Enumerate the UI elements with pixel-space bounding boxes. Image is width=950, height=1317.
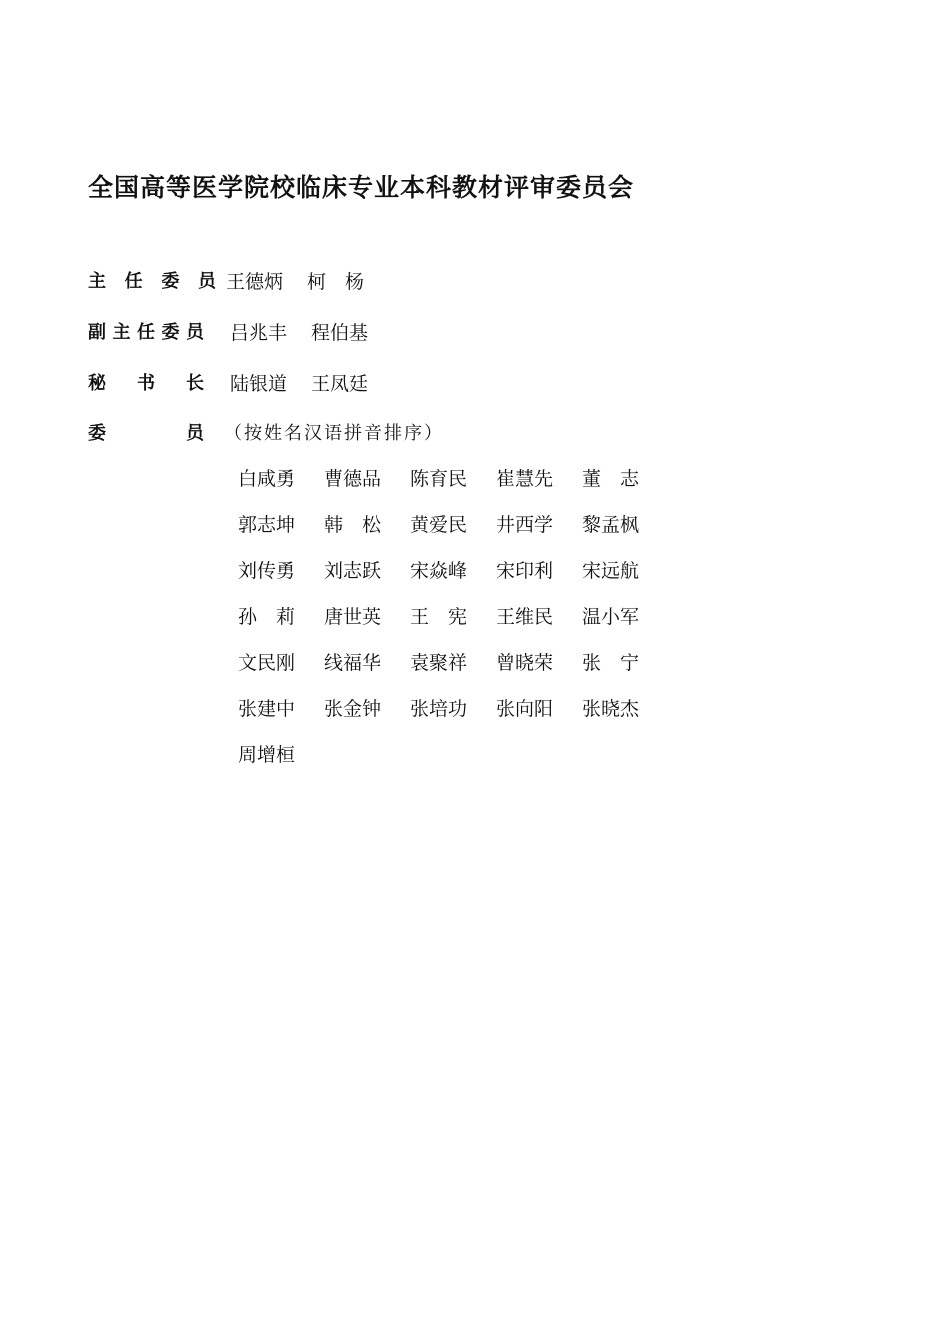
member-name: 周增桓 (238, 744, 296, 766)
member-name: 线福华 (324, 652, 382, 674)
member-name: 董 志 (582, 468, 640, 490)
member-name: 张金钟 (324, 698, 382, 720)
member-name: 韩 松 (324, 514, 382, 536)
member-name: 张向阳 (496, 698, 554, 720)
role-names-secretary-general (230, 369, 392, 396)
role-row-members (88, 418, 444, 446)
member-name: 陈育民 (410, 468, 468, 490)
member-name: 宋印利 (496, 560, 554, 582)
role-label-chair: 主 任 委 员 (88, 271, 216, 292)
person-name: 吕兆丰 (230, 321, 288, 344)
role-label-members: 委 员 (88, 423, 204, 444)
member-name: 袁聚祥 (410, 652, 468, 674)
person-name: 陆银道 (230, 372, 288, 395)
member-name: 井西学 (496, 514, 554, 536)
role-label-secretary-general: 秘 书 长 (88, 373, 204, 394)
member-name: 崔慧先 (496, 468, 554, 490)
member-name: 张晓杰 (582, 698, 640, 720)
member-name: 刘志跃 (324, 560, 382, 582)
member-name: 唐世英 (324, 606, 382, 628)
member-name: 王 宪 (410, 606, 468, 628)
member-name: 黄爱民 (410, 514, 468, 536)
member-name: 孙 莉 (238, 606, 296, 628)
member-name: 文民刚 (238, 652, 296, 674)
role-row-secretary-general (88, 368, 392, 396)
person-name: 王德炳 (226, 270, 284, 293)
member-name: 张培功 (410, 698, 468, 720)
member-name: 白咸勇 (238, 468, 296, 490)
member-name: 曹德品 (324, 468, 382, 490)
role-row-chair (88, 266, 388, 294)
member-name: 温小军 (582, 606, 640, 628)
sort-note: （按姓名汉语拼音排序） (224, 423, 444, 444)
member-name: 黎孟枫 (582, 514, 640, 536)
role-row-vice-chair (88, 317, 392, 345)
members-grid (238, 464, 668, 786)
member-name: 宋远航 (582, 560, 640, 582)
role-names-vice-chair (230, 318, 392, 345)
member-name: 张 宁 (582, 652, 640, 674)
person-name: 程伯基 (311, 321, 369, 344)
person-name: 柯 杨 (307, 270, 365, 293)
member-name: 宋焱峰 (410, 560, 468, 582)
member-name: 曾晓荣 (496, 652, 554, 674)
role-label-vice-chair: 副 主 任 委 员 (88, 322, 204, 343)
role-names-chair (226, 267, 388, 294)
page-title: 全国高等医学院校临床专业本科教材评审委员会 (88, 173, 635, 202)
member-name: 张建中 (238, 698, 296, 720)
member-name: 郭志坤 (238, 514, 296, 536)
member-name: 刘传勇 (238, 560, 296, 582)
member-name: 王维民 (496, 606, 554, 628)
person-name: 王凤廷 (311, 372, 369, 395)
